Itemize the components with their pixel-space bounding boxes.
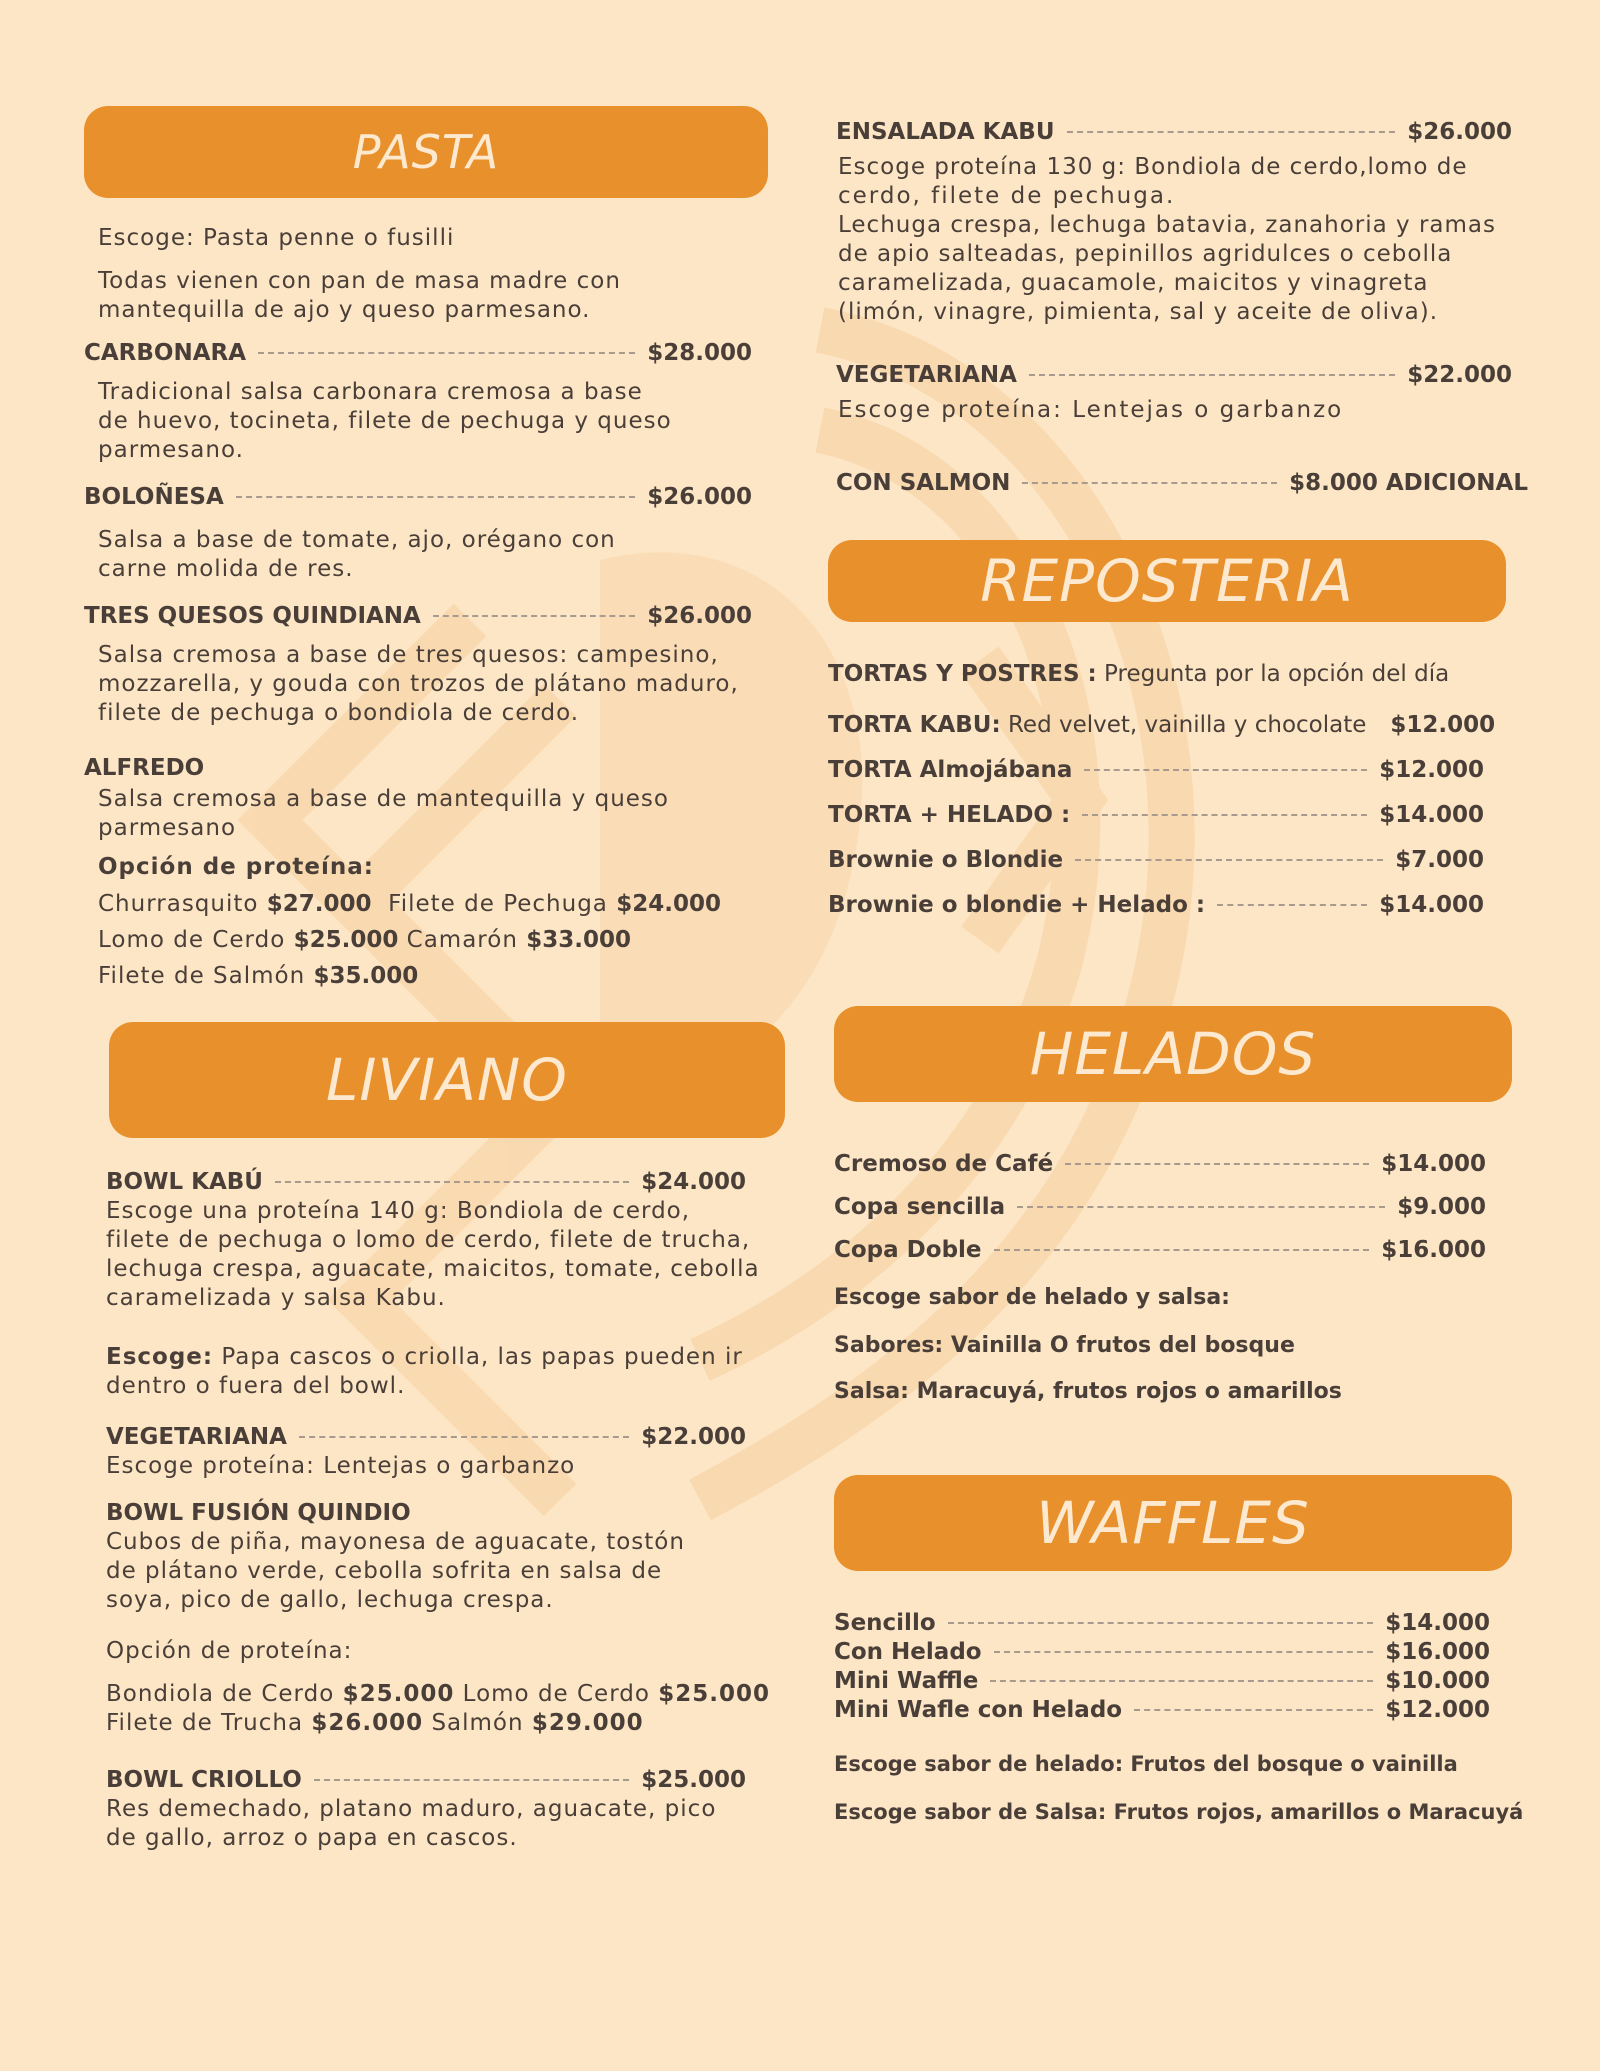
item-name: Copa Doble xyxy=(834,1237,982,1263)
dot-leader xyxy=(1065,1163,1369,1165)
protein-price: $24.000 xyxy=(616,891,721,917)
item-desc-line: Salsa cremosa a base de mantequilla y queso xyxy=(98,786,669,812)
menu-item-cremoso-cafe xyxy=(834,1150,1486,1179)
helados-note-sauces: Salsa: Maracuyá, frutos rojos o amarillos xyxy=(834,1379,1342,1404)
item-desc-line: de huevo, tocineta, filete de pechuga y queso xyxy=(98,408,672,434)
dot-leader xyxy=(1017,1206,1385,1208)
tortas-label: TORTAS Y POSTRES : xyxy=(828,661,1097,687)
item-price: $25.000 xyxy=(641,1767,746,1793)
item-desc-line: carne molida de res. xyxy=(98,556,354,582)
dot-leader xyxy=(994,1249,1370,1251)
item-desc-line: cerdo, filete de pechuga. xyxy=(838,183,1176,209)
pasta-protein-line-1 xyxy=(98,886,804,922)
dot-leader xyxy=(1022,482,1277,484)
item-desc-line: filete de pechuga o bondiola de cerdo. xyxy=(98,700,580,726)
item-desc-line: (limón, vinagre, pimienta, sal y aceite de oliva). xyxy=(838,299,1439,325)
item-desc-line: Escoge proteína: Lentejas o garbanzo xyxy=(106,1453,576,1479)
menu-item-bowl-kabu xyxy=(106,1168,746,1197)
protein-price: $33.000 xyxy=(526,927,631,953)
dot-leader xyxy=(258,352,635,354)
dot-leader xyxy=(1084,769,1367,771)
item-desc-line: Lechuga crespa, lechuga batavia, zanahoria y ramas xyxy=(838,212,1496,238)
escoge-text: Papa cascos o criolla, las papas pueden ir xyxy=(213,1344,743,1370)
protein-price: $25.000 xyxy=(293,927,399,953)
item-name: Brownie o blondie + Helado : xyxy=(828,892,1206,918)
item-desc-line: caramelizada y salsa Kabu. xyxy=(106,1285,446,1311)
item-desc-line: Escoge proteína: Lentejas o garbanzo xyxy=(838,397,1344,423)
item-desc-line: de apio salteadas, pepinillos agridulces o cebolla xyxy=(838,241,1453,267)
protein-price: $29.000 xyxy=(531,1710,644,1736)
menu-item-torta-almojabana xyxy=(828,756,1484,785)
item-desc-line: lechuga crespa, aguacate, maicitos, tomate, cebolla xyxy=(106,1256,760,1282)
item-desc-line: de plátano verde, cebolla sofrita en salsa de xyxy=(106,1558,663,1584)
menu-item-bowl-criollo xyxy=(106,1766,746,1795)
menu-item-ensalada-kabu xyxy=(836,118,1512,147)
protein-price: $27.000 xyxy=(266,891,372,917)
reposteria-banner: REPOSTERIA xyxy=(828,540,1506,622)
item-desc-line: Escoge proteína 130 g: Bondiola de cerdo,lomo de xyxy=(838,154,1468,180)
menu-item-torta-helado xyxy=(828,801,1484,830)
item-price: $12.000 xyxy=(1379,757,1484,783)
dot-leader xyxy=(1082,814,1367,816)
item-price: $14.000 xyxy=(1379,892,1484,918)
item-price: $16.000 xyxy=(1385,1639,1490,1665)
protein-name: Filete de Pechuga xyxy=(388,891,608,917)
liviano-protein-line-2 xyxy=(106,1709,786,1738)
item-desc-line: mozzarella, y gouda con trozos de plátano maduro, xyxy=(98,671,739,697)
item-price: $26.000 xyxy=(647,484,752,510)
item-name: TORTA + HELADO : xyxy=(828,802,1071,828)
item-desc-line: caramelizada, guacamole, maicitos y vinagreta xyxy=(838,270,1429,296)
pasta-protein-line-2 xyxy=(98,922,804,958)
protein-price: $25.000 xyxy=(658,1681,771,1707)
item-price: $14.000 xyxy=(1385,1610,1490,1636)
protein-name: Lomo de Cerdo xyxy=(98,927,286,953)
menu-item-vegetariana-ensalada xyxy=(836,361,1512,390)
tortas-text: Pregunta por la opción del día xyxy=(1096,661,1450,687)
item-name: Sencillo xyxy=(834,1610,936,1636)
waffles-note-salsa: Escoge sabor de Salsa: Frutos rojos, amarillos o Maracuyá xyxy=(834,1800,1524,1824)
item-desc-line: Res demechado, platano maduro, aguacate, pico xyxy=(106,1796,717,1822)
dot-leader xyxy=(1217,904,1367,906)
item-price: $22.000 xyxy=(641,1424,746,1450)
torta-kabu-text: Red velvet, vainilla y chocolate xyxy=(1000,712,1367,738)
item-name: TORTA Almojábana xyxy=(828,757,1073,783)
protein-name: Filete de Trucha xyxy=(106,1710,304,1736)
item-name: Mini Waffle xyxy=(834,1668,979,1694)
item-price: $26.000 xyxy=(647,603,752,629)
item-name: Con Helado xyxy=(834,1639,982,1665)
protein-price: $35.000 xyxy=(313,963,419,989)
helados-banner: HELADOS xyxy=(834,1006,1512,1102)
menu-item-alfredo xyxy=(84,754,752,783)
item-desc-line: Cubos de piña, mayonesa de aguacate, tostón xyxy=(106,1529,685,1555)
protein-name: Bondiola de Cerdo xyxy=(106,1681,335,1707)
menu-item-bowl-fusion xyxy=(106,1499,786,1528)
menu-item-con-salmon xyxy=(836,469,1528,498)
waffles-note-helado: Escoge sabor de helado: Frutos del bosque o vainilla xyxy=(834,1752,1458,1776)
pasta-protein-title: Opción de proteína: xyxy=(98,854,374,880)
liviano-escoge-note-2: dentro o fuera del bowl. xyxy=(106,1373,406,1399)
left-column xyxy=(84,106,804,1853)
item-price: $14.000 xyxy=(1379,802,1484,828)
item-price: $10.000 xyxy=(1385,1668,1490,1694)
item-price: $28.000 xyxy=(647,340,752,366)
dot-leader xyxy=(433,615,635,617)
protein-price: $25.000 xyxy=(342,1681,455,1707)
item-price: $12.000 xyxy=(1390,712,1496,738)
dot-leader xyxy=(275,1181,629,1183)
dot-leader xyxy=(948,1622,1374,1624)
item-name: Mini Wafle con Helado xyxy=(834,1697,1123,1723)
item-name: Copa sencilla xyxy=(834,1194,1006,1220)
dot-leader xyxy=(990,1680,1373,1682)
pasta-intro-bread-2: mantequilla de ajo y queso parmesano. xyxy=(98,297,591,323)
escoge-label: Escoge: xyxy=(106,1344,214,1370)
item-name: BOWL KABÚ xyxy=(106,1169,263,1195)
item-name: VEGETARIANA xyxy=(836,362,1017,388)
dot-leader xyxy=(1134,1709,1373,1711)
item-name: VEGETARIANA xyxy=(106,1424,287,1450)
item-name xyxy=(828,711,1366,740)
pasta-intro-choice: Escoge: Pasta penne o fusilli xyxy=(98,225,455,251)
item-price: $9.000 xyxy=(1397,1194,1486,1220)
helados-note-flavors: Sabores: Vainilla O frutos del bosque xyxy=(834,1333,1295,1358)
dot-leader xyxy=(994,1651,1374,1653)
menu-item-brownie-helado xyxy=(828,891,1484,920)
item-price: $16.000 xyxy=(1381,1237,1486,1263)
menu-item-mini-waffle xyxy=(834,1667,1490,1696)
item-desc-line: parmesano. xyxy=(98,437,244,463)
dot-leader xyxy=(314,1779,629,1781)
item-price: $8.000 ADICIONAL xyxy=(1289,470,1528,496)
menu-item-waffle-sencillo xyxy=(834,1609,1490,1638)
menu-item-torta-kabu xyxy=(828,711,1496,740)
item-price: $14.000 xyxy=(1381,1151,1486,1177)
menu-item-vegetariana-liviano xyxy=(106,1423,746,1452)
item-name: BOLOÑESA xyxy=(84,484,224,510)
protein-name: Lomo de Cerdo xyxy=(462,1681,650,1707)
protein-name: Churrasquito xyxy=(98,891,259,917)
item-desc-line: filete de pechuga o lomo de cerdo, filete de trucha, xyxy=(106,1227,751,1253)
pasta-banner: PASTA xyxy=(84,106,768,198)
item-desc-line: Salsa cremosa a base de tres quesos: campesino, xyxy=(98,642,719,668)
dot-leader xyxy=(1067,131,1396,133)
item-desc-line: soya, pico de gallo, lechuga crespa. xyxy=(106,1587,554,1613)
liviano-protein-line-1 xyxy=(106,1680,786,1709)
item-name: CARBONARA xyxy=(84,340,247,366)
item-name: TRES QUESOS QUINDIANA xyxy=(84,603,421,629)
waffles-banner: WAFFLES xyxy=(834,1475,1512,1571)
item-desc-line: de gallo, arroz o papa en cascos. xyxy=(106,1825,518,1851)
item-name: ALFREDO xyxy=(84,755,205,781)
item-price: $24.000 xyxy=(641,1169,746,1195)
item-price: $26.000 xyxy=(1407,119,1512,145)
menu-item-mini-waffle-helado xyxy=(834,1696,1490,1725)
right-column xyxy=(828,118,1540,1827)
dot-leader xyxy=(299,1436,629,1438)
tortas-postres-note xyxy=(828,660,1518,689)
menu-item-brownie xyxy=(828,846,1484,875)
item-name: BOWL FUSIÓN QUINDIO xyxy=(106,1500,411,1526)
item-name: BOWL CRIOLLO xyxy=(106,1767,302,1793)
menu-item-waffle-con-helado xyxy=(834,1638,1490,1667)
item-price: $7.000 xyxy=(1395,847,1484,873)
liviano-banner: LIVIANO xyxy=(109,1022,785,1138)
item-name: CON SALMON xyxy=(836,470,1011,496)
item-desc-line: Escoge una proteína 140 g: Bondiola de cerdo, xyxy=(106,1198,691,1224)
liviano-escoge-note xyxy=(106,1343,786,1372)
liviano-protein-title: Opción de proteína: xyxy=(106,1638,353,1664)
item-desc-line: Salsa a base de tomate, ajo, orégano con xyxy=(98,527,616,553)
menu-item-tres-quesos xyxy=(84,602,752,631)
protein-price: $26.000 xyxy=(311,1710,424,1736)
item-name: Brownie o Blondie xyxy=(828,847,1064,873)
menu-item-bolonesa xyxy=(84,483,752,512)
menu-item-copa-sencilla xyxy=(834,1193,1486,1222)
pasta-intro-bread-1: Todas vienen con pan de masa madre con xyxy=(98,268,621,294)
torta-kabu-label: TORTA KABU: xyxy=(828,712,1001,738)
item-price: $22.000 xyxy=(1407,362,1512,388)
item-desc-line: parmesano xyxy=(98,815,237,841)
item-price: $12.000 xyxy=(1385,1697,1490,1723)
item-desc-line: Tradicional salsa carbonara cremosa a base xyxy=(98,379,643,405)
item-name: ENSALADA KABU xyxy=(836,119,1055,145)
dot-leader xyxy=(236,496,635,498)
item-name: Cremoso de Café xyxy=(834,1151,1054,1177)
menu-item-carbonara xyxy=(84,339,752,368)
pasta-protein-line-3 xyxy=(98,958,804,994)
protein-name: Salmón xyxy=(431,1710,524,1736)
protein-name: Filete de Salmón xyxy=(98,963,306,989)
helados-note-flavor-sauce: Escoge sabor de helado y salsa: xyxy=(834,1285,1230,1310)
dot-leader xyxy=(1029,374,1395,376)
protein-name: Camarón xyxy=(406,927,518,953)
menu-item-copa-doble xyxy=(834,1236,1486,1265)
dot-leader xyxy=(1075,859,1383,861)
